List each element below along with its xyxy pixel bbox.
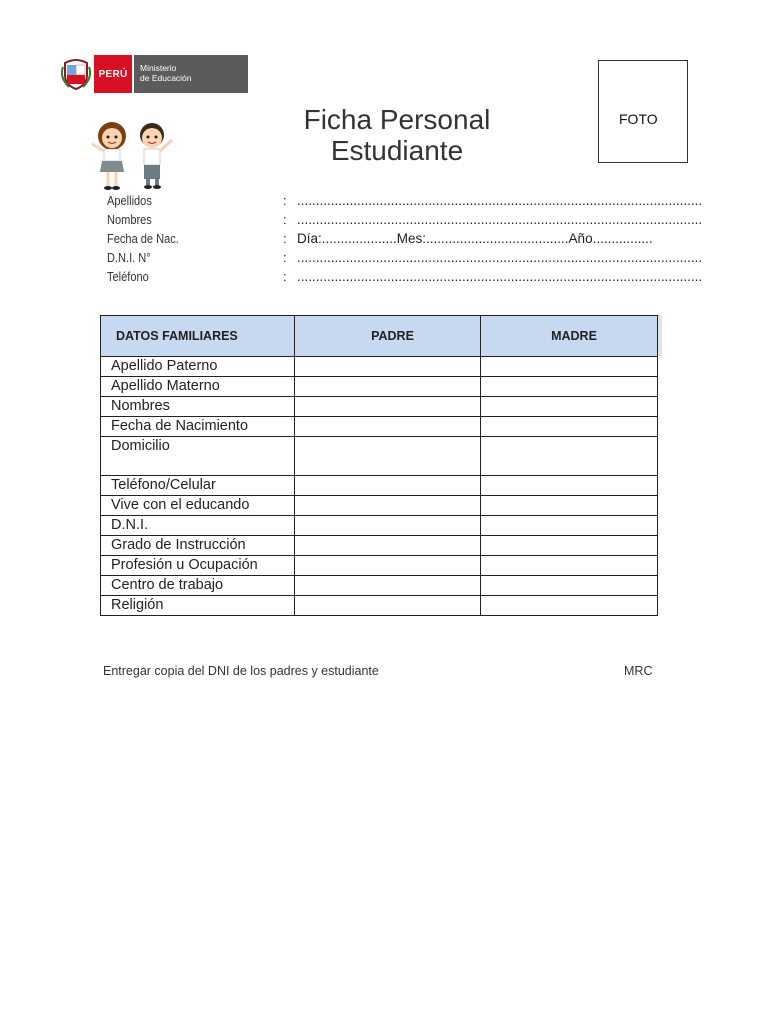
table-row [101,377,658,397]
ministry-label: Ministerio de Educación [132,55,248,93]
field-telefono: Teléfono : ............................................................................................................ [107,269,707,288]
row-label: Vive con el educando [101,496,295,516]
header-madre: MADRE [481,316,658,357]
table-row [101,417,658,437]
madre-cell[interactable] [481,476,658,496]
row-label: Apellido Paterno [101,357,295,377]
padre-cell[interactable] [295,496,481,516]
row-label: Centro de trabajo [101,576,295,596]
row-label: Apellido Materno [101,377,295,397]
field-apellidos: Apellidos : ............................................................................................................ [107,193,707,212]
padre-cell[interactable] [295,397,481,417]
row-label: Domicilio [101,437,295,476]
madre-cell[interactable] [481,596,658,616]
table-row [101,556,658,576]
field-value[interactable]: ............................................................................................................ [297,212,703,227]
field-value[interactable]: ............................................................................................................ [297,250,703,265]
padre-cell[interactable] [295,437,481,476]
row-label: Profesión u Ocupación [101,556,295,576]
padre-cell[interactable] [295,576,481,596]
header-padre: PADRE [295,316,481,357]
table-row [101,516,658,536]
madre-cell[interactable] [481,357,658,377]
padre-cell[interactable] [295,556,481,576]
family-data-table [100,315,658,616]
field-nombres: Nombres : ............................................................................................................ [107,212,707,231]
table-header-row [101,316,658,357]
field-fecha-nac: Fecha de Nac. : Día:....................Mes:......................................Año................ [107,231,707,250]
madre-cell[interactable] [481,417,658,437]
row-label: Teléfono/Celular [101,476,295,496]
table-row [101,357,658,377]
madre-cell[interactable] [481,496,658,516]
field-value[interactable]: ............................................................................................................ [297,193,703,208]
madre-cell[interactable] [481,576,658,596]
row-label: Nombres [101,397,295,417]
madre-cell[interactable] [481,397,658,417]
page-title: Ficha Personal Estudiante [303,104,491,166]
padre-cell[interactable] [295,536,481,556]
table-row [101,596,658,616]
table-row [101,576,658,596]
table-row [101,536,658,556]
madre-cell[interactable] [481,516,658,536]
table-row [101,496,658,516]
field-value[interactable]: Día:....................Mes:......................................Año................ [297,231,653,246]
field-value[interactable]: ............................................................................................................ [297,269,703,284]
madre-cell[interactable] [481,437,658,476]
students-illustration [82,118,184,192]
table-row [101,437,658,476]
ministry-logo [58,55,248,93]
madre-cell[interactable] [481,556,658,576]
madre-cell[interactable] [481,377,658,397]
padre-cell[interactable] [295,357,481,377]
row-label: D.N.I. [101,516,295,536]
photo-label: FOTO [619,111,658,127]
padre-cell[interactable] [295,516,481,536]
field-dni: D.N.I. N° : ............................................................................................................ [107,250,707,269]
row-label: Fecha de Nacimiento [101,417,295,437]
row-label: Grado de Instrucción [101,536,295,556]
header-datos-familiares: DATOS FAMILIARES [101,316,295,357]
padre-cell[interactable] [295,476,481,496]
madre-cell[interactable] [481,536,658,556]
photo-box [598,60,688,163]
table-row [101,397,658,417]
table-row [101,476,658,496]
coat-of-arms-icon [58,55,94,93]
footer-initials: MRC [624,664,653,678]
padre-cell[interactable] [295,377,481,397]
peru-label: PERÚ [94,55,132,93]
padre-cell[interactable] [295,417,481,437]
padre-cell[interactable] [295,596,481,616]
row-label: Religión [101,596,295,616]
footer-note: Entregar copia del DNI de los padres y estudiante [103,664,379,678]
